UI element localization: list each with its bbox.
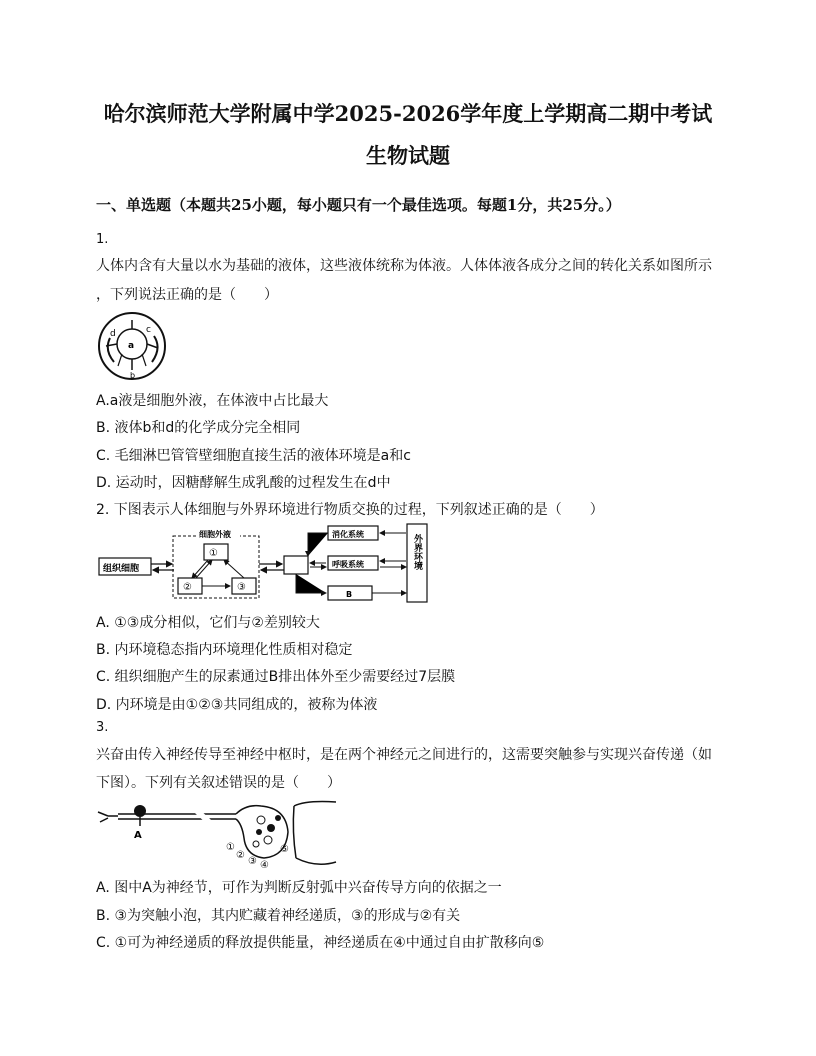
q2-circle-2: ②	[183, 582, 192, 593]
section-heading: 一、单选题（本题共25小题，每小题只有一个最佳选项。每题1分，共25分。）	[96, 196, 621, 214]
q2-option-c: C. 组织细胞产生的尿素通过B排出体外至少需要经过7层膜	[96, 669, 456, 685]
q1-option-d: D. 运动时，因糖酵解生成乳酸的过程发生在d中	[96, 475, 391, 491]
q2-option-b: B. 内环境稳态指内环境理化性质相对稳定	[96, 642, 353, 658]
q3-figure-synapse	[96, 798, 340, 870]
q1-stem-line1: 人体内含有大量以水为基础的液体，这些液体统称为体液。人体体液各成分之间的转化关系如图所示	[96, 258, 712, 274]
q1-option-a: A.a液是细胞外液，在体液中占比最大	[96, 393, 329, 409]
q1-number: 1.	[96, 232, 109, 247]
q3-stem-line2: 下图）。下列有关叙述错误的是（ ）	[96, 775, 341, 791]
q3-label-4: ④	[260, 860, 269, 870]
q1-label-b: b	[130, 371, 136, 380]
q1-stem-line2: ，下列说法正确的是（ ）	[96, 287, 278, 303]
q2-option-d: D. 内环境是由①②③共同组成的，被称为体液	[96, 697, 378, 713]
q1-option-c: C. 毛细淋巴管管壁细胞直接生活的液体环境是a和c	[96, 448, 411, 464]
q3-label-1: ①	[226, 842, 235, 853]
q2-circle-3: ③	[237, 582, 246, 593]
q3-number: 3.	[96, 720, 109, 735]
q3-option-a: A. 图中A为神经节，可作为判断反射弧中兴奋传导方向的依据之一	[96, 880, 502, 896]
q1-label-a: a	[128, 341, 135, 351]
q3-stem-line1: 兴奋由传入神经传导至神经中枢时，是在两个神经元之间进行的，这需要突触参与实现兴奋传递（如	[96, 747, 712, 763]
q2-outside-environment: 外界环境	[412, 534, 422, 570]
q3-label-5: ⑤	[280, 844, 289, 855]
q2-respiratory-system: 呼吸系统	[332, 560, 364, 569]
q1-option-b: B. 液体b和d的化学成分完全相同	[96, 420, 301, 436]
q2-stem: 2. 下图表示人体细胞与外界环境进行物质交换的过程，下列叙述正确的是（ ）	[96, 502, 604, 518]
q3-label-a: A	[134, 830, 142, 841]
q1-label-c: c	[146, 325, 151, 335]
q2-circle-1: ①	[209, 548, 218, 559]
q1-figure-body-fluids	[96, 310, 172, 382]
q2-option-a: A. ①③成分相似，它们与②差别较大	[96, 615, 320, 631]
q3-option-b: B. ③为突触小泡，其内贮藏着神经递质，③的形成与②有关	[96, 908, 461, 924]
q3-option-c: C. ①可为神经递质的释放提供能量，神经递质在④中通过自由扩散移向⑤	[96, 935, 545, 951]
q3-label-3: ③	[248, 856, 257, 867]
q2-extracellular-label: 细胞外液	[199, 530, 231, 539]
q2-tissue-cell: 组织细胞	[103, 564, 140, 574]
q3-label-2: ②	[236, 850, 245, 861]
q2-digestive-system: 消化系统	[332, 530, 364, 539]
exam-subtitle: 生物试题	[366, 143, 450, 168]
exam-title: 哈尔滨师范大学附属中学2025-2026学年度上学期高二期中考试	[103, 101, 713, 126]
q2-box-b: B	[346, 590, 353, 599]
q1-label-d: d	[110, 329, 116, 339]
q2-figure-material-exchange	[96, 522, 432, 606]
